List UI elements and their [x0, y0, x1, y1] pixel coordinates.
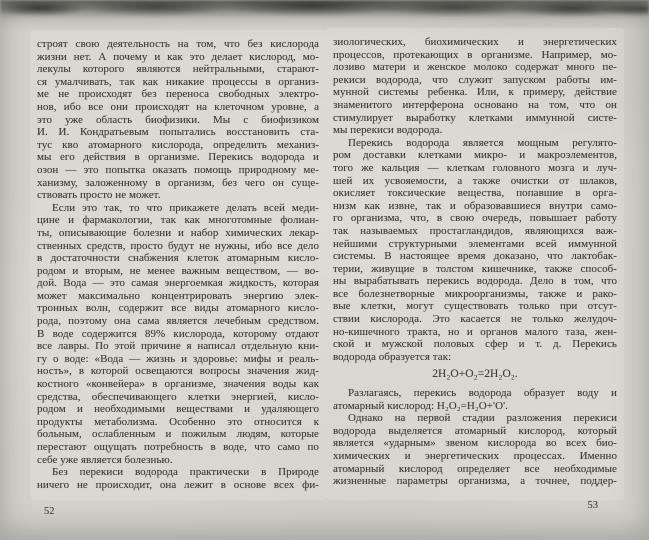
text-line: Если это так, то что прикажете делать всей меди-: [52, 201, 319, 214]
text-line: Однако на первой стадии разложения перекиси: [348, 412, 617, 425]
text-line: знаменитого интерферона основано на том, что он: [333, 98, 617, 111]
text-line: гу о воде: «Вода — жизнь и здоровье: мифы и реаль-: [37, 352, 319, 365]
text-line: лозиво матери и женское молоко содержат много пе-: [333, 61, 617, 74]
text-line: мы его действия в организме. Перекись водорода и: [37, 151, 319, 164]
book-page-left: [30, 30, 326, 517]
text-line: ме не происходят без переноса свободных электро-: [37, 88, 319, 101]
text-line: больным, ослабленным и пожилым людям, которые: [37, 428, 319, 441]
text-line: шей их усвояемости, а также очистки от шлаков,: [333, 174, 617, 187]
text-line: ничего не происходит, она лежит в основе всех фи-: [37, 478, 319, 491]
text-line: ствовать просто не может.: [37, 189, 161, 202]
text-line: мы перекиси водорода.: [333, 124, 443, 137]
text-line: атомарный кислород определяет все необходимые: [333, 462, 617, 475]
text-line: дой. Вода — это самая энергоемкая жидкость, которая: [37, 277, 319, 290]
text-line: зиологических, биохимических и энергетических: [333, 36, 617, 48]
text-line: терии, живущие в толстом кишечнике, также способ-: [333, 262, 617, 275]
text-line: рекиси водорода, что служит запуском работы им-: [333, 73, 617, 86]
text-line: тус кво атомарного кислорода, определить механиз-: [37, 138, 319, 151]
page-number: 52: [44, 506, 55, 517]
book-page-right: [326, 28, 624, 511]
text-line: себе уже является болезнью.: [37, 453, 173, 466]
text-line: нейшими структурными элементами всей иммунной: [333, 237, 617, 250]
text-line: цине и фармакологии, так как многотомные фолиан-: [37, 214, 319, 227]
text-line: ханизму, заложенному в организм, без чего он суще-: [37, 176, 319, 189]
text-line: атомарный кислород: H₂O₂=H₂O+'O'.: [333, 399, 508, 412]
text-line: в достаточности снабжения клеток атомарным кисло-: [37, 252, 319, 265]
text-line: перестают ощущать потребность в воде, что само по: [37, 441, 319, 453]
text-line: нов, ибо все они происходят на клеточном уровне, а: [37, 100, 319, 113]
text-line: родом и необходимыми веществами и удаляющего: [37, 403, 319, 416]
text-line: ся умалчивать, так как никакие процессы в организ-: [37, 75, 319, 88]
text-line: Разлагаясь, перекись водорода образует воду и: [348, 387, 617, 400]
page-number: 53: [587, 500, 598, 511]
text-line: В воде содержится 89% кислорода, которому отдают: [37, 327, 319, 340]
text-line: костного «конвейера» в организме, значения воды как: [37, 378, 319, 391]
text-line: может максимально концентрировать энергию элек-: [37, 289, 319, 302]
text-line: ской и мужской половых сфер и т. д. Перекись: [333, 338, 617, 351]
text-line: стимулирует выработку клетками иммунной систе-: [333, 111, 617, 124]
formula-line: 2H₂O+O₂=2H₂O₂.: [432, 368, 518, 381]
text-line: лекулы которого являются нейтральными, старают-: [37, 63, 319, 76]
text-line: родом и вторым, не менее важным веществом, — во-: [37, 264, 319, 277]
text-line: так называемых простагландидов, являющихся важ-: [333, 224, 617, 237]
text-line: ственных средств, просто будут не нужны, ибо все дело: [37, 239, 319, 252]
text-line: ты, описывающие болезни и набор химических лекар-: [37, 226, 319, 239]
scan-edge-artifact: [0, 0, 649, 30]
page-lines: [333, 36, 617, 488]
text-line: жизни нет. А почему и как это делает кислород, мо-: [37, 50, 319, 63]
text-line: строят свою деятельность на том, что без кислорода: [37, 38, 319, 50]
text-line: мунной системы ребенка. Или, к примеру, действие: [333, 86, 617, 99]
text-line: вые клетки, могут существовать только при отсут-: [333, 300, 617, 313]
text-line: это уже область биофизики. Мы с биофизиком: [37, 113, 319, 126]
text-line: окисляет токсические вещества, попавшие в орга-: [333, 187, 617, 200]
text-line: того же кальция — клеткам головного мозга и луч-: [333, 161, 617, 174]
text-line: Перекись водорода является мощным регулято-: [348, 136, 617, 149]
text-line: системы. В настоящее время доказано, что лактобак-: [333, 250, 617, 263]
text-line: озон — это попытка оказать помощь природному ме-: [37, 163, 319, 176]
text-line: все лавры. По этой причине я написал отдельную кни-: [37, 340, 319, 353]
text-line: ствии кислорода. Это касается не только желудоч-: [333, 313, 617, 326]
page-lines: [37, 38, 319, 491]
text-line: го организма, что, в свою очередь, повышает работу: [333, 212, 617, 225]
text-line: является «ударным» звеном кислорода во всех био-: [333, 437, 617, 450]
text-line: тронных волн, содержит все виды атомарного кисло-: [37, 302, 319, 315]
text-line: ность», в которой освещаются вопросы значения жид-: [37, 365, 319, 378]
text-line: рода, поэтому она сама является лечебным средством.: [37, 315, 319, 328]
text-line: процессов, протекающих в организме. Например, мо-: [333, 48, 617, 61]
text-line: ром доставки клетками микро- и макроэлементов,: [333, 149, 617, 162]
text-line: но-кишечного тракта, но и органов малого таза, жен-: [333, 325, 617, 338]
text-line: продукты метаболизма. Особенно это относится к: [37, 415, 319, 428]
text-line: И. И. Кондратьевым попытались восстановить ста-: [37, 126, 319, 139]
text-line: ны вырабатывать перекись водорода. Дело в том, что: [333, 275, 617, 288]
text-line: водорода образуется так:: [333, 350, 452, 363]
text-line: жизненные параметры организма, а точнее, поддер-: [333, 475, 617, 488]
text-line: все болезнетворные микроорганизмы, также и рако-: [333, 287, 617, 300]
text-line: водорода выделяется атомарный кислород, который: [333, 424, 617, 437]
text-line: средства, обеспечивающего клетки энергией, кисло-: [37, 390, 319, 403]
text-line: Без перекиси водорода практически в Природе: [52, 466, 319, 479]
text-line: низм как извне, так и образовавшиеся внутри само-: [333, 199, 617, 212]
text-line: химических и энергетических процессах. Именно: [333, 450, 617, 462]
